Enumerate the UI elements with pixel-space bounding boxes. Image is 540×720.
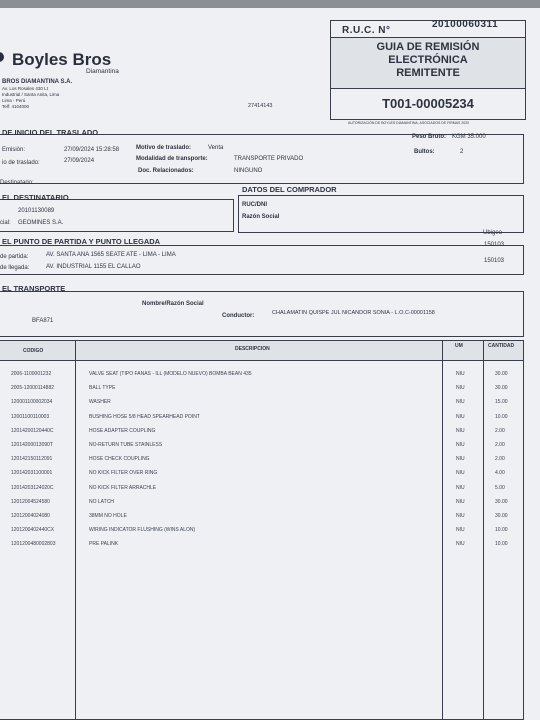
doc-title-line-1: GUIA DE REMISIÓN xyxy=(376,41,480,53)
modalidad-value: TRANSPORTE PRIVADO xyxy=(234,156,304,162)
motivo-value: Venta xyxy=(208,145,224,151)
cell-descripcion: NO KICK FILTER ARRACHLE xyxy=(89,484,157,491)
traslado-title: DE INICIO DEL TRASLADO xyxy=(2,128,99,137)
conductor-label: Conductor: xyxy=(222,313,255,319)
cell-um: NIU xyxy=(456,442,465,448)
transporte-nombre-label: Nombre/Razón Social xyxy=(142,301,204,307)
cell-um: NIU xyxy=(456,371,465,377)
comprador-title: DATOS DEL COMPRADOR xyxy=(242,185,337,194)
cell-um: NIU xyxy=(456,541,465,548)
cell-cantidad: 2.00 xyxy=(495,442,505,448)
company-logo-icon xyxy=(0,52,4,62)
destinatario-label: Destinatario: xyxy=(0,180,34,186)
partida-box xyxy=(0,245,524,275)
transporte-box xyxy=(0,291,524,337)
col-divider-2 xyxy=(442,341,443,719)
cell-descripcion: NO KICK FILTER OVER RING xyxy=(89,470,158,477)
cell-cantidad: 30.00 xyxy=(495,498,508,505)
docs-value: NINGUNO xyxy=(234,168,263,174)
cell-descripcion: NO LATCH xyxy=(89,498,114,505)
partida-label: de partida: xyxy=(0,254,29,260)
company-address-1: Av. Los Rosales 430 Lt xyxy=(2,86,48,91)
cell-um: NIU xyxy=(456,470,465,477)
series-number: T001-00005234 xyxy=(382,96,474,111)
cell-codigo: 12001100110003 xyxy=(11,413,50,420)
doc-title-line-2: ELECTRÓNICA xyxy=(388,54,468,66)
items-table xyxy=(0,340,524,720)
cell-codigo: 12012004024080 xyxy=(11,513,50,519)
cell-codigo: 2005-12000114882 xyxy=(11,385,55,392)
cell-descripcion: WASHER xyxy=(89,399,111,406)
cell-cantidad: 30.00 xyxy=(495,513,508,519)
cell-descripcion: BUSHING HOSE 5/8 HEAD SPEARHEAD POINT xyxy=(89,413,200,420)
cell-descripcion: WIRING INDICATOR FLUSHING (WINS ALON) xyxy=(89,527,196,534)
cell-descripcion: 38MM NO HOLE xyxy=(89,513,127,519)
cell-descripcion: HOSE ADAPTER COUPLING xyxy=(89,427,156,434)
cell-cantidad: 2.00 xyxy=(495,456,505,463)
cell-descripcion: BALL TYPE xyxy=(89,385,116,392)
comprador-razon: Razón Social xyxy=(242,214,280,220)
transporte-title: EL TRANSPORTE xyxy=(2,284,66,293)
company-subname: Diamantina xyxy=(86,68,119,75)
ubigeo-partida: 150103 xyxy=(484,242,505,248)
destinatario-ruc: 20101130089 xyxy=(18,208,55,214)
cell-cantidad: 10.00 xyxy=(495,413,508,420)
ubigeo-label: Ubigeo xyxy=(483,230,503,236)
destinatario-box xyxy=(0,199,234,232)
conductor-value: CHALAMATIN QUISPE JUL NICANDOR SONIA - L.O.C-00001158 xyxy=(272,310,435,316)
destinatario-title: EL DESTINATARIO xyxy=(2,193,69,202)
cell-codigo: 12014200120440C xyxy=(11,427,54,434)
doc-title-line-3: REMITENTE xyxy=(396,67,460,79)
cell-codigo: 120001100002034 xyxy=(11,399,53,406)
cell-descripcion: NO-RETURN TUBE STAINLESS xyxy=(89,442,163,448)
cell-um: NIU xyxy=(456,527,465,534)
destinatario-nombre-value: GEOMINES S.A. xyxy=(18,220,64,226)
cell-descripcion: HOSE CHECK COUPLING xyxy=(89,456,150,463)
partida-title: EL PUNTO DE PARTIDA Y PUNTO LLEGADA xyxy=(2,237,161,246)
destinatario-nombre-label: cial: xyxy=(0,220,11,226)
company-address-4: Telf: 4104000 xyxy=(2,104,30,109)
ruc-number: 20100060311 xyxy=(432,19,499,30)
cell-cantidad: 15.00 xyxy=(495,399,508,406)
emision-value: 27/09/2024 15:28:58 xyxy=(64,147,120,153)
header-cantidad: CANTIDAD xyxy=(488,343,515,349)
inicio-label: io de traslado: xyxy=(2,160,40,166)
header-codigo: CODIGO xyxy=(23,348,44,354)
cell-codigo: 12012004524580 xyxy=(11,498,50,505)
cell-descripcion: VALVE SEAT (TIPO FANAS - ILL (MODELO NUEVO) BOMBA BEAN 435 xyxy=(89,371,252,377)
table-header-divider xyxy=(0,360,523,361)
header-um: UM xyxy=(455,343,463,349)
cell-cantidad: 10.00 xyxy=(495,527,508,534)
company-name: Boyles Bros xyxy=(12,50,112,69)
cell-cantidad: 30.00 xyxy=(495,371,508,377)
comprador-ruc: RUC/DNI xyxy=(242,202,267,208)
modalidad-label: Modalidad de transporte: xyxy=(136,156,208,162)
cell-cantidad: 10.00 xyxy=(495,541,508,548)
side-number: 27414143 xyxy=(248,103,273,109)
document-page xyxy=(0,8,540,720)
cell-um: NIU xyxy=(456,385,465,392)
bultos-value: 2 xyxy=(460,149,464,155)
cell-cantidad: 2.00 xyxy=(495,427,505,434)
cell-codigo: 1201200480002803 xyxy=(11,541,56,548)
col-divider-1 xyxy=(75,341,76,719)
emision-label: Emisión: xyxy=(2,147,26,153)
cell-um: NIU xyxy=(456,413,465,420)
cell-cantidad: 4.00 xyxy=(495,470,505,477)
llegada-value: AV. INDUSTRIAL 1155 EL CALLAO xyxy=(46,264,141,270)
docs-label: Doc. Relacionados: xyxy=(138,168,194,174)
cell-descripcion: PRE PALINK xyxy=(89,541,119,548)
ruc-divider-2 xyxy=(331,88,525,89)
peso-label: Peso Bruto: xyxy=(412,134,447,140)
cell-codigo: 12014200013090T xyxy=(11,442,53,448)
bultos-label: Bultos: xyxy=(414,149,435,155)
cell-codigo: 120142150112091 xyxy=(11,456,53,463)
transporte-placa: BFA871 xyxy=(32,318,54,324)
cell-um: NIU xyxy=(456,513,465,519)
peso-value: KGM 35.000 xyxy=(452,134,486,140)
header-descripcion: DESCRIPCION xyxy=(235,346,270,352)
inicio-value: 27/09/2024 xyxy=(64,158,95,164)
cell-cantidad: 5.00 xyxy=(495,484,505,491)
cell-um: NIU xyxy=(456,399,465,406)
company-address-2: Industrial / Santa Anita, Lima xyxy=(2,92,60,97)
col-divider-3 xyxy=(483,341,484,719)
ubigeo-llegada: 150103 xyxy=(484,258,505,264)
motivo-label: Motivo de traslado: xyxy=(136,145,192,151)
ruc-footnote: AUTORIZACIÓN DE BOYLES DIAMANTINA, ASOCIADOS DE FIRMAS 2020 xyxy=(348,121,470,125)
cell-um: NIU xyxy=(456,427,465,434)
cell-cantidad: 30.00 xyxy=(495,385,508,392)
comprador-box xyxy=(238,195,524,233)
cell-um: NIU xyxy=(456,456,465,463)
company-legal-name: BROS DIAMANTINA S.A. xyxy=(2,79,73,85)
cell-codigo: 120142031100001 xyxy=(11,470,53,477)
llegada-label: de llegada: xyxy=(0,265,30,271)
cell-um: NIU xyxy=(456,484,465,491)
cell-codigo: 1201200402440CX xyxy=(11,527,55,534)
ruc-label: R.U.C. N° xyxy=(342,25,391,36)
cell-codigo: 12014203124020C xyxy=(11,484,54,491)
cell-um: NIU xyxy=(456,498,465,505)
company-address-3: Lima - Perú xyxy=(2,98,26,103)
cell-codigo: 2006-1100001232 xyxy=(11,371,52,377)
partida-value: AV. SANTA ANA 1565 SEATE ATE - LIMA - LIMA xyxy=(46,252,176,258)
